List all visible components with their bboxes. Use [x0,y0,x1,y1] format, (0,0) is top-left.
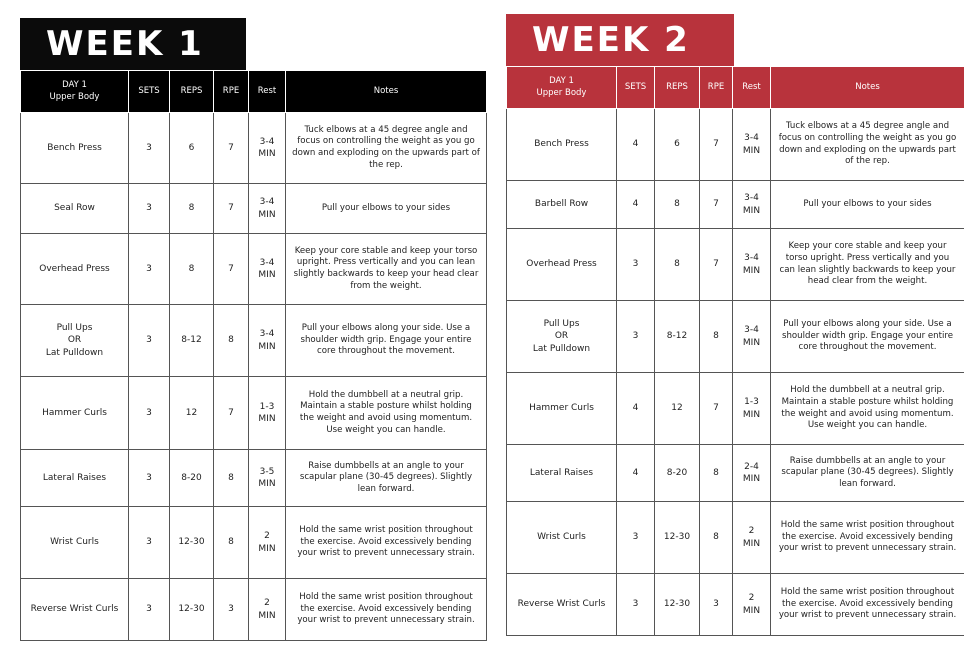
exercise-row [507,502,964,574]
exercise-name-cell: Wrist Curls [21,507,129,579]
sets-header: SETS [617,67,655,109]
notes-cell: Pull your elbows along your side. Use a shoulder width grip. Engage your entire core throughout the movement. [771,301,964,373]
exercise-name-cell: Lateral Raises [21,450,129,507]
exercise-row [21,579,487,641]
rest-cell: 3-4 MIN [733,301,771,373]
reps-cell: 8-12 [170,305,214,377]
sets-header: SETS [129,71,170,113]
notes-cell: Hold the dumbbell at a neutral grip. Maintain a stable posture whilst holding the weight and avoid using momentum. Use weight you can handle. [286,377,487,450]
sets-cell: 3 [129,507,170,579]
notes-cell: Pull your elbows to your sides [286,184,487,234]
exercise-row [21,113,487,184]
reps-cell: 8 [170,184,214,234]
day-header [507,67,617,109]
sets-cell: 3 [617,502,655,574]
notes-cell: Hold the same wrist position throughout the exercise. Avoid excessively bending your wrist to prevent unnecessary strain. [286,579,487,641]
rpe-cell: 7 [214,113,249,184]
week1-title: WEEK 1 [20,18,246,70]
sets-cell: 3 [129,234,170,305]
notes-cell: Hold the same wrist position throughout the exercise. Avoid excessively bending your wrist to prevent unnecessary strain. [286,507,487,579]
notes-cell: Hold the dumbbell at a neutral grip. Maintain a stable posture whilst holding the weight and avoid using momentum. Use weight you can handle. [771,373,964,445]
sets-cell: 3 [129,377,170,450]
reps-cell: 8 [170,234,214,305]
exercise-row [21,377,487,450]
notes-cell: Hold the same wrist position throughout the exercise. Avoid excessively bending your wrist to prevent unnecessary strain. [771,574,964,636]
notes-cell: Hold the same wrist position throughout the exercise. Avoid excessively bending your wrist to prevent unnecessary strain. [771,502,964,574]
rest-header: Rest [733,67,771,109]
exercise-name-cell: Reverse Wrist Curls [507,574,617,636]
rest-cell: 1-3 MIN [249,377,286,450]
day-label: DAY 1 [549,76,574,87]
rest-cell: 2 MIN [249,507,286,579]
exercise-row [21,305,487,377]
rpe-cell: 8 [214,507,249,579]
sets-cell: 4 [617,109,655,181]
reps-header: REPS [655,67,700,109]
rpe-cell: 8 [700,445,733,502]
notes-header: Notes [286,71,487,113]
sets-cell: 3 [129,579,170,641]
exercise-name-cell: Hammer Curls [507,373,617,445]
reps-cell: 12-30 [655,574,700,636]
week2-body [507,109,964,636]
rpe-cell: 8 [214,450,249,507]
exercise-row [507,109,964,181]
rpe-cell: 7 [700,109,733,181]
exercise-row [507,301,964,373]
rpe-cell: 8 [214,305,249,377]
week1-panel [20,18,486,641]
rpe-cell: 8 [700,502,733,574]
day-label: DAY 1 [62,80,87,91]
exercise-name-cell: Seal Row [21,184,129,234]
rpe-cell: 8 [700,301,733,373]
exercise-row [507,574,964,636]
week1-body [21,113,487,641]
notes-cell: Tuck elbows at a 45 degree angle and focus on controlling the weight as you go down and exploding on the upwards part of the rep. [771,109,964,181]
exercise-row [507,181,964,229]
week2-table [506,66,964,636]
week1-header-row [21,71,487,113]
notes-cell: Keep your core stable and keep your torso upright. Press vertically and you can lean slightly backwards to keep your head clear from the weight. [286,234,487,305]
notes-cell: Keep your core stable and keep your torso upright. Press vertically and you can lean slightly backwards to keep your head clear from the weight. [771,229,964,301]
exercise-name-cell: Hammer Curls [21,377,129,450]
exercise-row [507,373,964,445]
exercise-row [21,184,487,234]
exercise-row [507,445,964,502]
reps-cell: 12 [655,373,700,445]
day-sub-label: Upper Body [49,91,100,102]
sets-cell: 4 [617,373,655,445]
rpe-cell: 3 [700,574,733,636]
sets-cell: 3 [617,574,655,636]
rest-cell: 3-4 MIN [733,229,771,301]
week2-panel [506,14,964,636]
rest-cell: 2 MIN [733,574,771,636]
exercise-name-cell: Wrist Curls [507,502,617,574]
rest-cell: 3-4 MIN [733,109,771,181]
rpe-header: RPE [214,71,249,113]
notes-header: Notes [771,67,964,109]
reps-cell: 12-30 [655,502,700,574]
rest-header: Rest [249,71,286,113]
notes-cell: Tuck elbows at a 45 degree angle and focus on controlling the weight as you go down and exploding on the upwards part of the rep. [286,113,487,184]
sets-cell: 3 [129,184,170,234]
rest-cell: 3-4 MIN [249,184,286,234]
rpe-cell: 7 [700,373,733,445]
exercise-name-cell: Reverse Wrist Curls [21,579,129,641]
rpe-cell: 3 [214,579,249,641]
reps-cell: 8-20 [170,450,214,507]
sets-cell: 3 [617,301,655,373]
sets-cell: 3 [129,305,170,377]
week1-table-wrap [20,70,486,641]
day-sub-label: Upper Body [536,87,587,98]
exercise-row [21,450,487,507]
exercise-row [507,229,964,301]
rest-cell: 3-5 MIN [249,450,286,507]
reps-cell: 12-30 [170,579,214,641]
rpe-cell: 7 [700,181,733,229]
reps-cell: 12-30 [170,507,214,579]
notes-cell: Raise dumbbells at an angle to your scapular plane (30-45 degrees). Slightly lean forward. [771,445,964,502]
rest-cell: 1-3 MIN [733,373,771,445]
rest-cell: 3-4 MIN [733,181,771,229]
reps-cell: 12 [170,377,214,450]
reps-header: REPS [170,71,214,113]
sets-cell: 4 [617,445,655,502]
exercise-name-cell: Barbell Row [507,181,617,229]
exercise-name-cell: Bench Press [21,113,129,184]
rest-cell: 2-4 MIN [733,445,771,502]
exercise-name-cell: Pull Ups OR Lat Pulldown [21,305,129,377]
notes-cell: Pull your elbows to your sides [771,181,964,229]
reps-cell: 8-12 [655,301,700,373]
exercise-name-cell: Pull Ups OR Lat Pulldown [507,301,617,373]
rpe-cell: 7 [214,184,249,234]
rest-cell: 2 MIN [733,502,771,574]
exercise-name-cell: Bench Press [507,109,617,181]
exercise-name-cell: Lateral Raises [507,445,617,502]
day-header [21,71,129,113]
sets-cell: 4 [617,181,655,229]
rest-cell: 3-4 MIN [249,113,286,184]
rpe-cell: 7 [700,229,733,301]
reps-cell: 8 [655,229,700,301]
week1-table [20,70,487,641]
exercise-row [21,234,487,305]
week2-title: WEEK 2 [506,14,734,66]
reps-cell: 6 [170,113,214,184]
rest-cell: 3-4 MIN [249,234,286,305]
notes-cell: Raise dumbbells at an angle to your scapular plane (30-45 degrees). Slightly lean forward. [286,450,487,507]
sets-cell: 3 [617,229,655,301]
week2-table-wrap [506,66,964,636]
rpe-cell: 7 [214,234,249,305]
exercise-row [21,507,487,579]
exercise-name-cell: Overhead Press [21,234,129,305]
rest-cell: 3-4 MIN [249,305,286,377]
exercise-name-cell: Overhead Press [507,229,617,301]
week2-header-row [507,67,964,109]
rpe-header: RPE [700,67,733,109]
reps-cell: 8-20 [655,445,700,502]
notes-cell: Pull your elbows along your side. Use a shoulder width grip. Engage your entire core throughout the movement. [286,305,487,377]
reps-cell: 8 [655,181,700,229]
rpe-cell: 7 [214,377,249,450]
reps-cell: 6 [655,109,700,181]
sets-cell: 3 [129,113,170,184]
sets-cell: 3 [129,450,170,507]
rest-cell: 2 MIN [249,579,286,641]
